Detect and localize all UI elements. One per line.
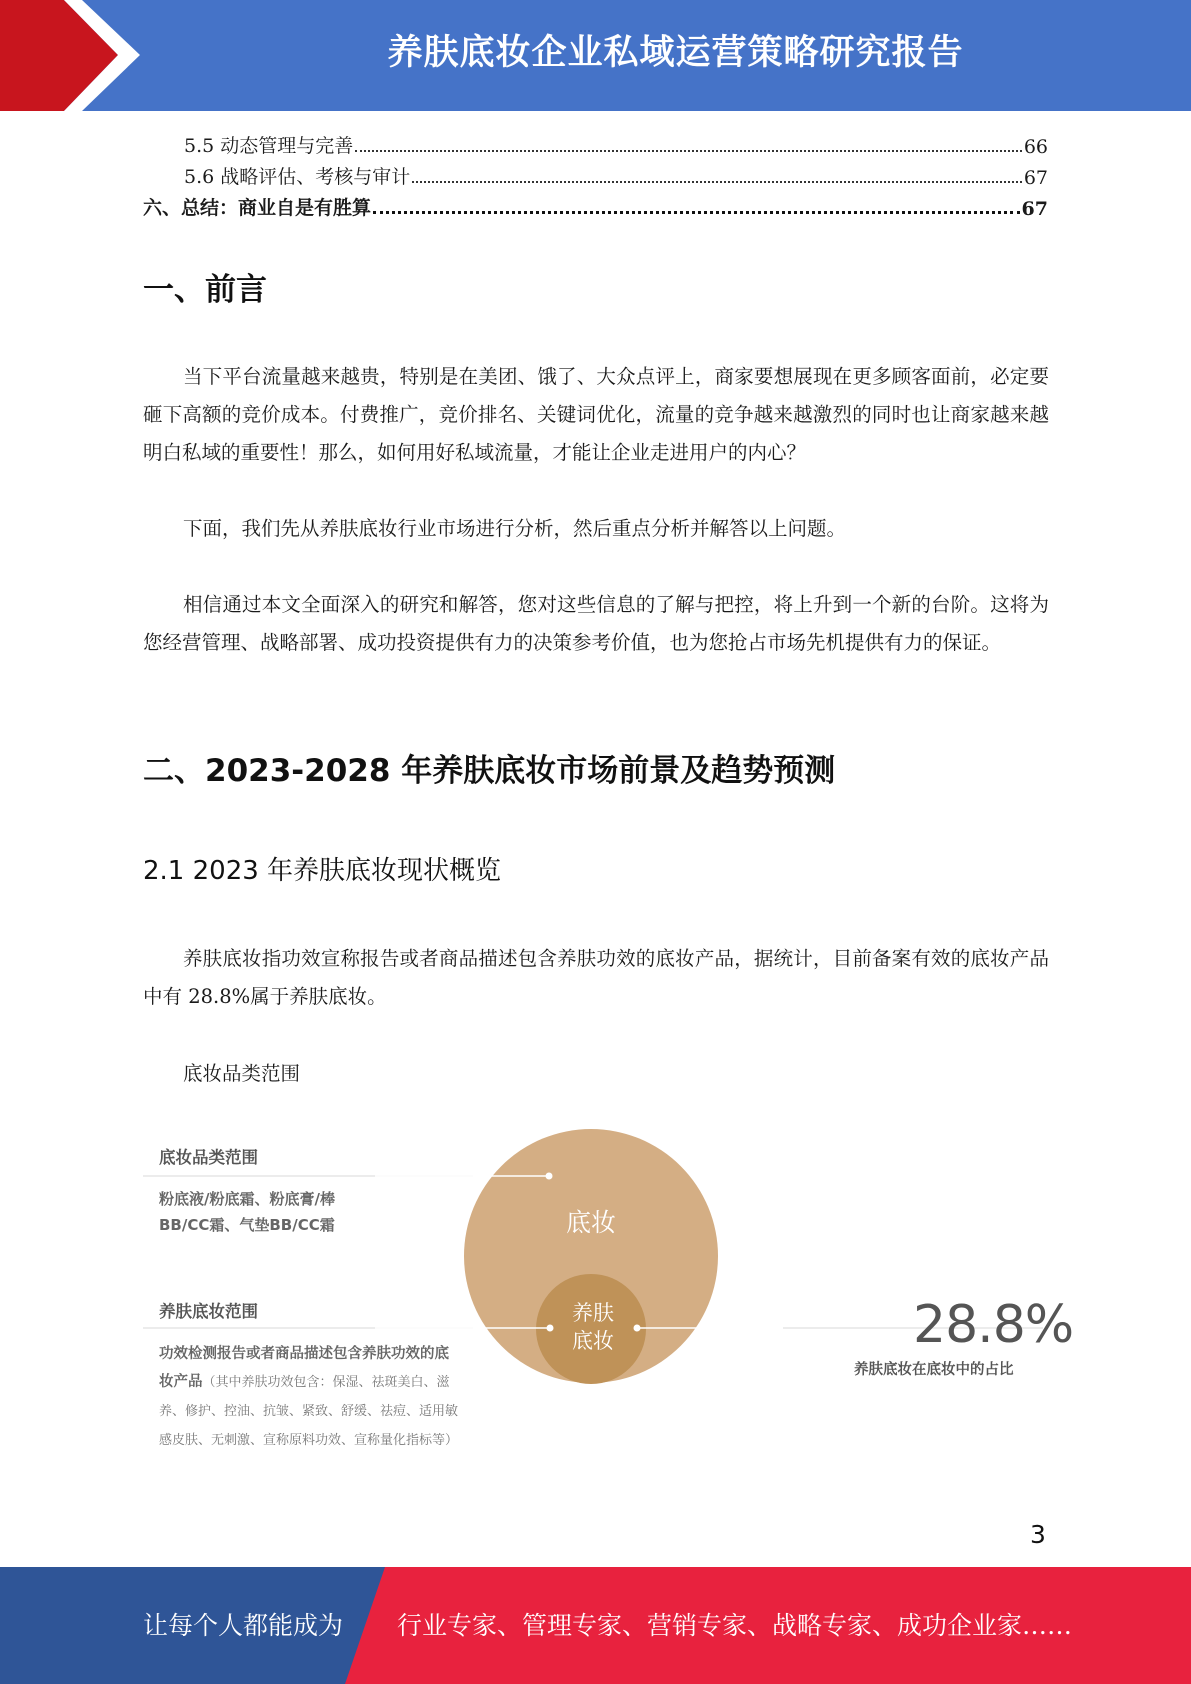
toc-leader-dots (412, 181, 1022, 183)
footer-slogan-right: 行业专家、管理专家、营销专家、战略专家、成功企业家…… (397, 1611, 1073, 1640)
connector-dot (546, 1173, 553, 1180)
header-red-chevron (0, 0, 160, 111)
toc-entry-label: 5.6 战略评估、考核与审计 (184, 166, 411, 188)
skincare-base-desc-note: （其中养肤功效包含：保湿、祛斑美白、滋养、修护、控油、抗皱、紧致、舒缓、祛痘、适用敏感皮肤、无刺激、宣称原料功效、宣称量化指标等） (159, 1375, 459, 1448)
share-percentage-caption: 养肤底妆在底妆中的占比 (854, 1362, 1014, 1378)
toc-entry[interactable] (143, 192, 1048, 220)
overview-paragraph: 养肤底妆指功效宣称报告或者商品描述包含养肤功效的底妆产品，据统计，目前备案有效的底妆产品中有 28.8%属于养肤底妆。 (143, 947, 1049, 1008)
skincare-base-desc-main: 功效检测报告或者商品描述包含养肤功效的底妆产品 (159, 1346, 449, 1390)
report-title: 养肤底妆企业私域运营策略研究报告 (387, 33, 964, 73)
footer-slogan-left: 让每个人都能成为 (143, 1611, 344, 1640)
toc-entry[interactable] (143, 130, 1048, 158)
connector-dot (547, 1325, 554, 1332)
outer-circle-label: 底妆 (565, 1208, 617, 1237)
toc-entry-page: 67 (1021, 198, 1048, 220)
base-makeup-share-figure (143, 1120, 1074, 1480)
connector-dot (634, 1325, 641, 1332)
base-makeup-scope-desc: 粉底液/粉底霜、粉底膏/棒 BB/CC霜、气垫BB/CC霜 (159, 1190, 335, 1234)
subsection-heading-overview: 2.1 2023 年养肤底妆现状概览 (143, 856, 502, 886)
base-makeup-scope-title: 底妆品类范围 (159, 1148, 258, 1167)
page-number: 3 (1030, 1520, 1046, 1549)
toc-entry-page: 66 (1023, 136, 1048, 158)
preface-paragraph-2: 下面，我们先从养肤底妆行业市场进行分析，然后重点分析并解答以上问题。 (183, 517, 847, 540)
toc-entry-label: 六、总结：商业自是有胜算 (143, 197, 372, 219)
figure-caption: 底妆品类范围 (183, 1062, 301, 1085)
share-percentage: 28.8% (913, 1295, 1074, 1355)
preface-paragraph-1: 当下平台流量越来越贵，特别是在美团、饿了、大众点评上，商家要想展现在更多顾客面前，必定要砸下高额的竞价成本。付费推广，竞价排名、关键词优化，流量的竞争越来越激烈的同时也让商家越来越明白私域的重要性！那么，如何用好私域流量，才能让企业走进用户的内心？ (143, 365, 1049, 464)
toc-entry-page: 67 (1023, 167, 1048, 189)
toc-entry[interactable] (143, 161, 1048, 189)
preface-paragraph-3: 相信通过本文全面深入的研究和解答，您对这些信息的了解与把控，将上升到一个新的台阶。这将为您经营管理、战略部署、成功投资提供有力的决策参考价值，也为您抢占市场先机提供有力的保证。 (143, 593, 1049, 654)
toc-leader-dots (373, 211, 1020, 214)
toc-entry-label: 5.5 动态管理与完善 (184, 135, 354, 157)
section-heading-forecast: 二、2023-2028 年养肤底妆市场前景及趋势预测 (143, 753, 836, 789)
skincare-base-scope-title: 养肤底妆范围 (159, 1302, 258, 1321)
section-heading-preface: 一、前言 (143, 272, 267, 308)
skincare-base-scope-desc (159, 1340, 459, 1455)
toc-leader-dots (355, 150, 1022, 152)
inner-circle-label-line2: 底妆 (572, 1329, 614, 1353)
inner-circle-label-line1: 养肤 (572, 1301, 614, 1325)
